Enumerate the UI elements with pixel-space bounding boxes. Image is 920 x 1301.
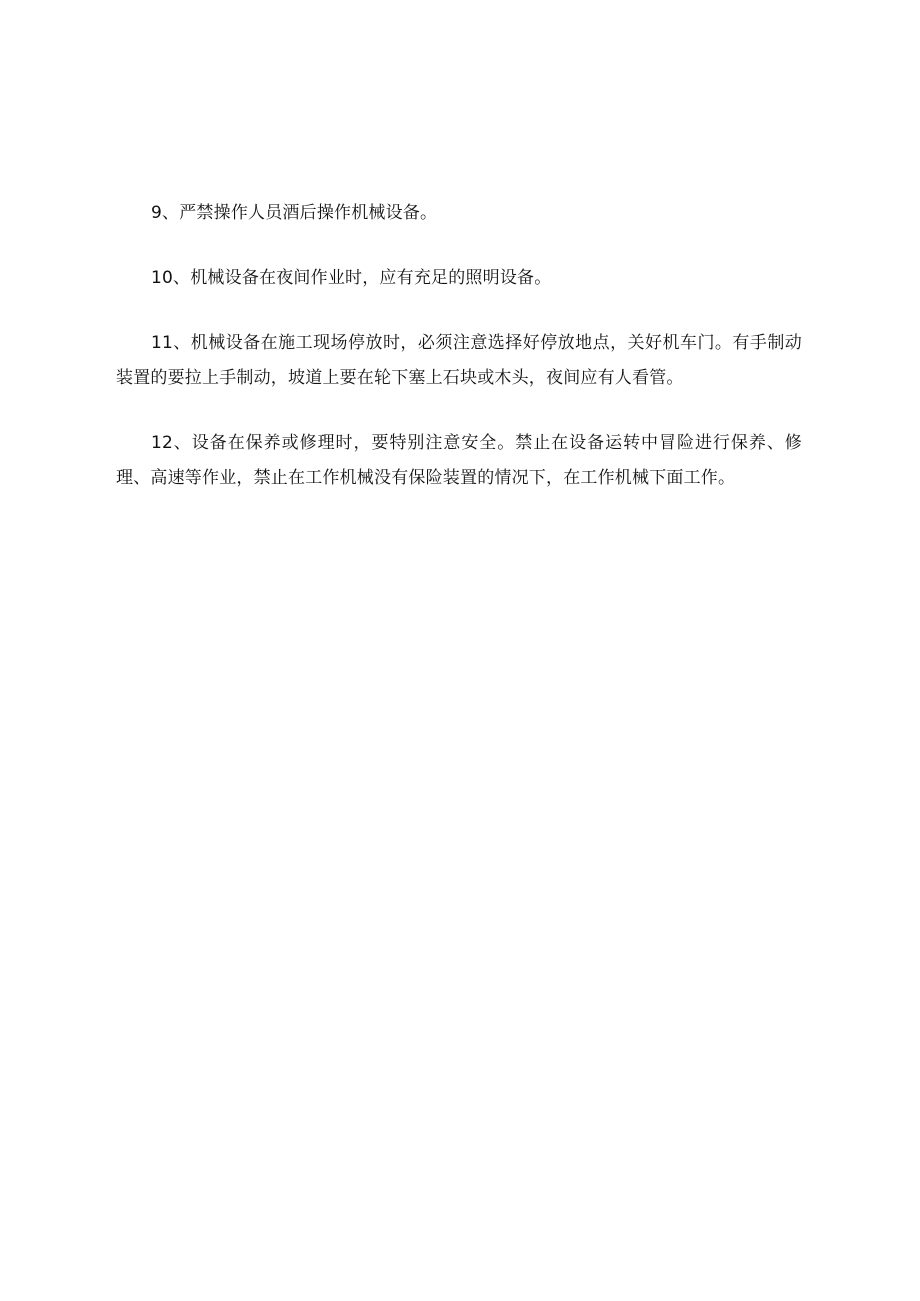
- document-body: [116, 196, 802, 526]
- paragraph-rule-10: 10、机械设备在夜间作业时，应有充足的照明设备。: [151, 268, 552, 288]
- paragraph-rule-11: 11、机械设备在施工现场停放时，必须注意选择好停放地点，关好机车门。有手制动装置的要拉上手制动，坡道上要在轮下塞上石块或木头，夜间应有人看管。: [116, 333, 802, 388]
- paragraph-rule-12: 12、设备在保养或修理时，要特别注意安全。禁止在设备运转中冒险进行保养、修理、高速等作业，禁止在工作机械没有保险装置的情况下，在工作机械下面工作。: [116, 433, 802, 488]
- paragraph-rule-9: 9、严禁操作人员酒后操作机械设备。: [151, 203, 438, 223]
